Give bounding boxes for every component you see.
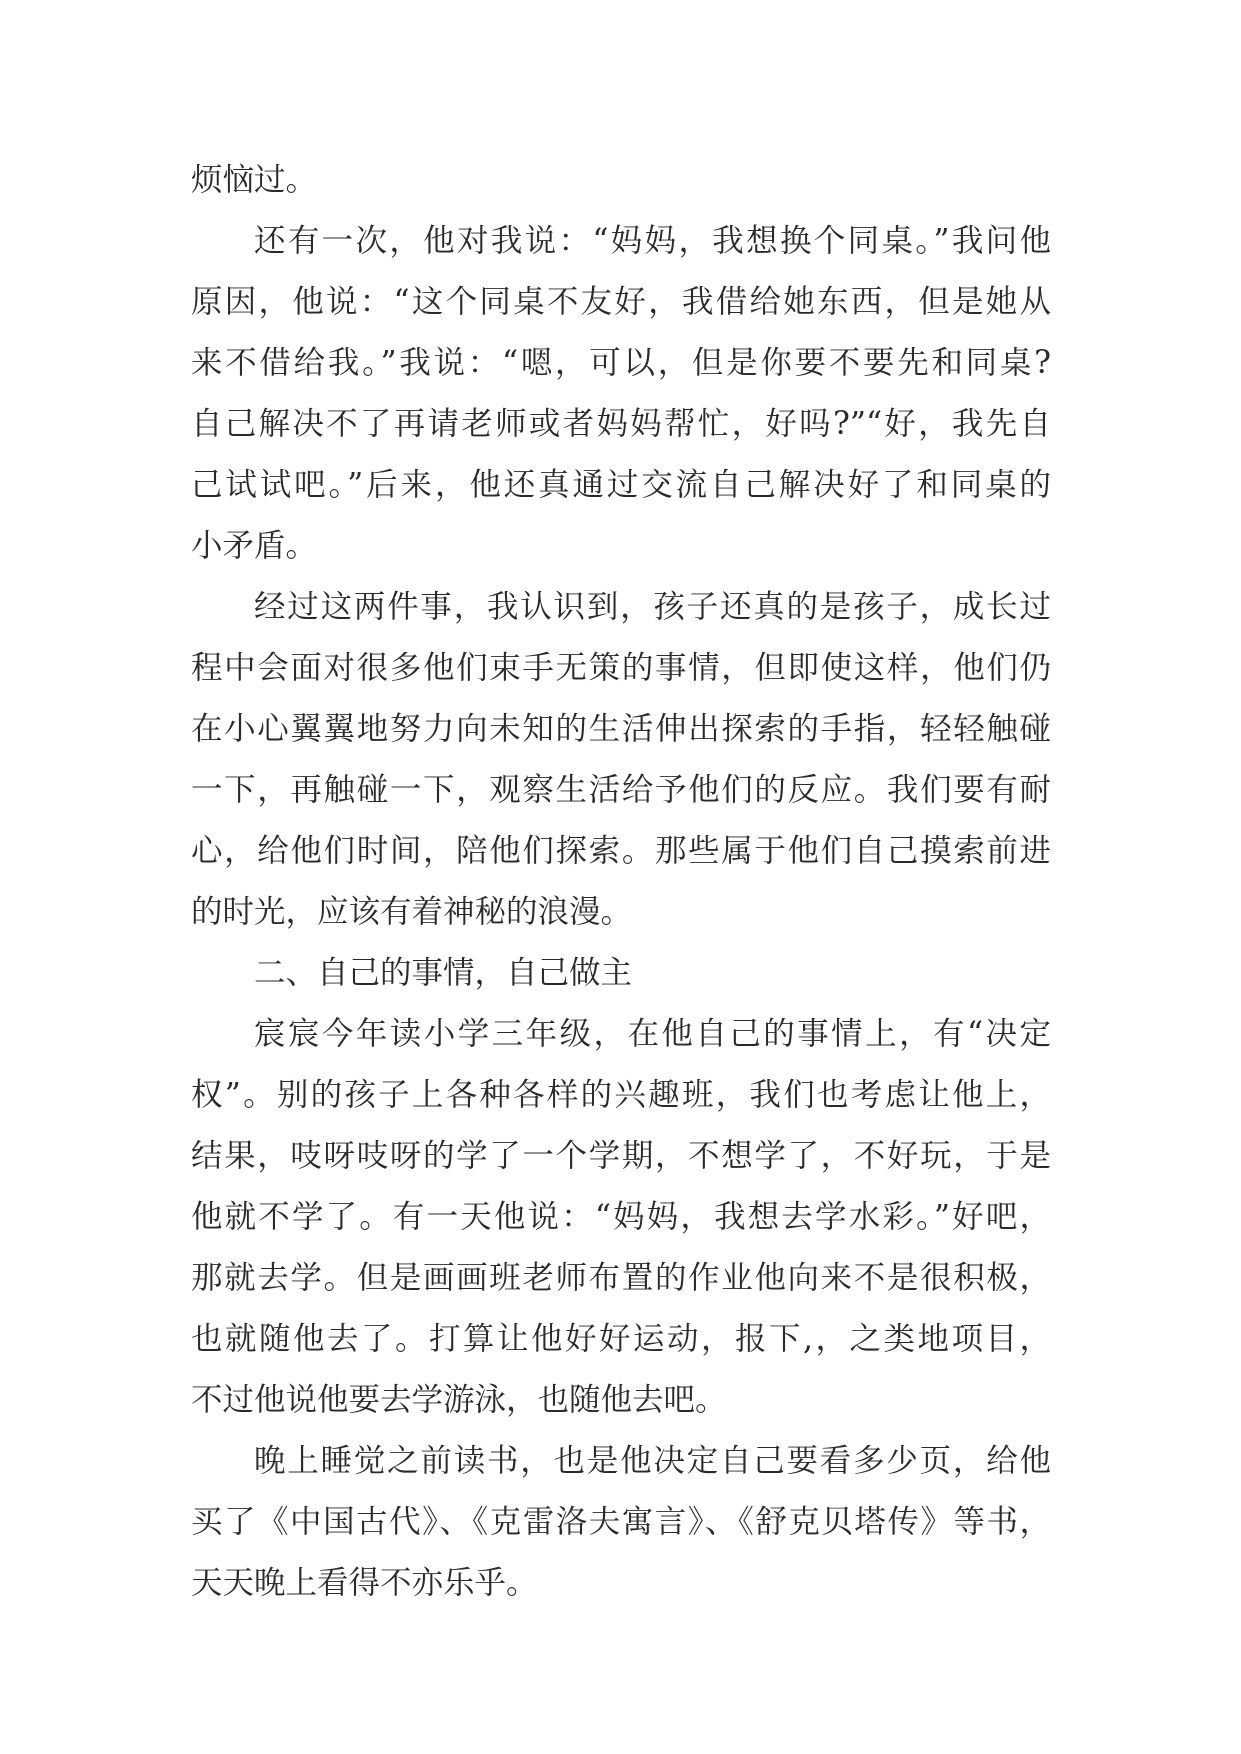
text-line: 也就随他去了。打算让他好好运动，报下,，之类地项目， — [191, 1321, 1051, 1357]
text-line: 的时光，应该有着神秘的浪漫。 — [191, 894, 633, 930]
text-line: 权”。别的孩子上各种各样的兴趣班，我们也考虑让他上， — [191, 1077, 1051, 1113]
text-line: 程中会面对很多他们束手无策的事情，但即使这样，他们仍 — [191, 650, 1051, 686]
text-line: 他就不学了。有一天他说：“妈妈，我想去学水彩。”好吧， — [191, 1199, 1051, 1235]
text-line: 烦恼过。 — [191, 162, 318, 198]
text-line: 小矛盾。 — [191, 528, 318, 564]
text-line: 天天晚上看得不亦乐乎。 — [191, 1565, 538, 1601]
text-line: 原因，他说：“这个同桌不友好，我借给她东西，但是她从 — [191, 284, 1051, 320]
text-line: 晚上睡觉之前读书，也是他决定自己要看多少页，给他 — [254, 1443, 1051, 1479]
text-line: 宸宸今年读小学三年级，在他自己的事情上，有“决定 — [254, 1016, 1051, 1052]
text-line: 那就去学。但是画画班老师布置的作业他向来不是很积极， — [191, 1260, 1051, 1296]
text-line: 二、自己的事情，自己做主 — [254, 955, 633, 991]
text-line: 不过他说他要去学游泳，也随他去吧。 — [191, 1382, 727, 1418]
text-line: 自己解决不了再请老师或者妈妈帮忙，好吗?”“好，我先自 — [191, 406, 1051, 442]
text-line: 经过这两件事，我认识到，孩子还真的是孩子，成长过 — [254, 589, 1051, 625]
text-line: 还有一次，他对我说：“妈妈，我想换个同桌。”我问他 — [254, 223, 1051, 259]
text-line: 在小心翼翼地努力向未知的生活伸出探索的手指，轻轻触碰 — [191, 711, 1051, 747]
text-line: 己试试吧。”后来，他还真通过交流自己解决好了和同桌的 — [191, 467, 1051, 503]
text-line: 结果，吱呀吱呀的学了一个学期，不想学了，不好玩，于是 — [191, 1138, 1051, 1174]
text-line: 来不借给我。”我说：“嗯，可以，但是你要不要先和同桌? — [191, 345, 1051, 381]
text-line: 心，给他们时间，陪他们探索。那些属于他们自己摸索前进 — [191, 833, 1051, 869]
text-line: 一下，再触碰一下，观察生活给予他们的反应。我们要有耐 — [191, 772, 1051, 808]
text-line: 买了《中国古代》、《克雷洛夫寓言》、《舒克贝塔传》等书， — [191, 1504, 1051, 1540]
body-text — [191, 150, 1051, 1614]
